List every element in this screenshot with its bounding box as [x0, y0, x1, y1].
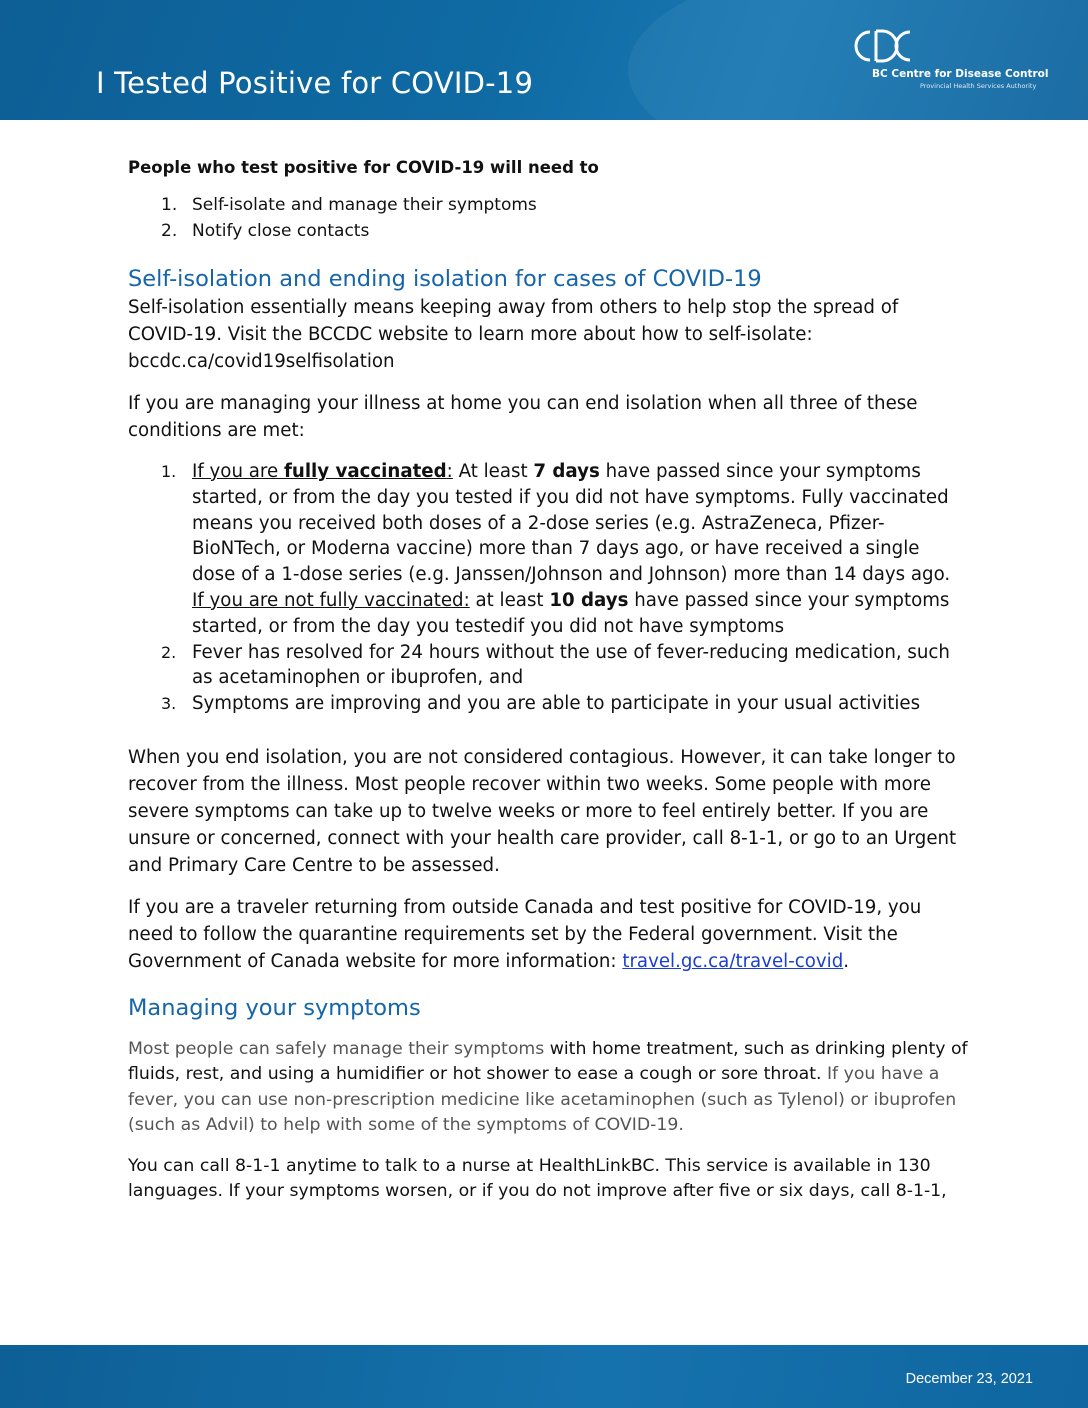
list-number: 3. — [161, 694, 177, 714]
page-footer — [0, 1345, 1088, 1408]
list-text: Symptoms are improving and you are able to participate in your usual activities — [192, 693, 921, 715]
intro-list — [128, 192, 968, 244]
org-name: BC Centre for Disease Control — [872, 68, 1049, 80]
emphasis-days: 7 days — [533, 461, 600, 482]
list-number: 2. — [161, 642, 177, 662]
list-number: 2. — [161, 221, 178, 241]
list-item — [128, 640, 968, 692]
paragraph-healthlink: You can call 8-1-1 anytime to talk to a nurse at HealthLinkBC. This service is available in 130 languages. If your symptoms worsen, or if you do not improve after five or six days, call 8-1-1, — [128, 1155, 947, 1202]
list-number: 1. — [161, 462, 177, 481]
cdc-logo-icon — [842, 26, 922, 66]
paragraph-managing-symptoms: Most people can safely manage their symptoms with home treatment, such as drinking plenty of fluids, rest, and using a humidifier or hot shower to ease a cough or sore throat. If you have a fever, you can use non-prescription medicine like acetaminophen (such as Tylenol) or ibuprofen (such as Advil) to help with some of the symptoms of COVID-19. — [128, 1038, 968, 1136]
list-item — [128, 218, 968, 244]
condition-label-vaccinated: If you are fully vaccinated: — [192, 461, 453, 482]
intro-lead: People who test positive for COVID-19 will need to — [128, 158, 599, 177]
list-text: Self-isolate and manage their symptoms — [192, 195, 537, 215]
list-item — [128, 192, 968, 218]
emphasis-days: 10 days — [549, 589, 629, 611]
list-item: 1. If you are fully vaccinated: At least 7 days have passed since your symptoms started, or from the day you tested if you did not have symptoms. Fully vaccinated means you received both doses of a 2-dose series (e.g. AstraZeneca, Pfizer-BioNTech, or Moderna vaccine) more than 7 days ago, or have received a single dose of a 1-dose series (e.g. Janssen/Johnson and Johnson) more than 14 days ago. If you are not fully vaccinated: at least 10 days have passed since your symptoms started, or from the day you testedif you did not have symptoms — [161, 461, 951, 637]
list-item — [128, 691, 968, 717]
travel-covid-link[interactable]: travel.gc.ca/travel-covid — [622, 950, 844, 972]
list-text: Notify close contacts — [192, 221, 370, 241]
list-text: Fever has resolved for 24 hours without the use of fever-reducing medication, such as acetaminophen or ibuprofen, and — [192, 641, 950, 689]
paragraph-travel: If you are a traveler returning from outside Canada and test positive for COVID-19, you need to follow the quarantine requirements set by the Federal government. Visit the Government of Canada website for more information: travel.gc.ca/travel-covid. — [128, 896, 922, 972]
document-date: December 23, 2021 — [905, 1371, 1033, 1387]
list-number: 1. — [161, 195, 178, 215]
conditions-list — [128, 459, 968, 717]
org-subtitle: Provincial Health Services Authority — [920, 82, 1037, 90]
paragraph-self-isolation: Self-isolation essentially means keeping away from others to help stop the spread of COVID-19. Visit the BCCDC website to learn more about how to self-isolate: bccdc.ca/covid19selfisolation — [128, 297, 899, 372]
condition-label-not-vaccinated: If you are not fully vaccinated: — [192, 589, 470, 611]
bccdc-logo — [842, 26, 1049, 96]
section-heading-symptoms: Managing your symptoms — [128, 994, 421, 1021]
paragraph-conditions-intro: If you are managing your illness at home you can end isolation when all three of these conditions are met: — [128, 393, 918, 441]
page-title: I Tested Positive for COVID-19 — [96, 66, 534, 100]
page-header — [0, 0, 1088, 120]
main-content — [128, 158, 968, 1205]
paragraph-recovery: When you end isolation, you are not considered contagious. However, it can take longer to recover from the illness. Most people recover within two weeks. Some people with more severe symptoms can take up to twelve weeks or more to feel entirely better. If you are unsure or concerned, connect with your health care provider, call 8-1-1, or go to an Urgent and Primary Care Centre to be assessed. — [128, 746, 957, 876]
section-heading-isolation: Self-isolation and ending isolation for cases of COVID-19 — [128, 266, 762, 292]
